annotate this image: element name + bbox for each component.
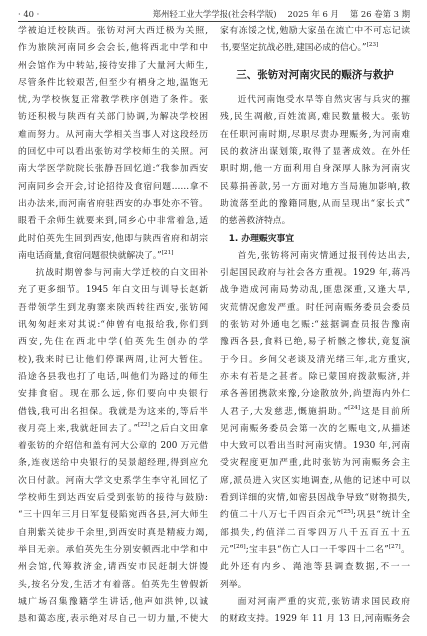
paragraph-group (18, 23, 208, 628)
text-line: 作为旅陕河南同乡会会长,他将西北中学和中 (18, 43, 208, 54)
paragraph (18, 23, 208, 265)
running-header (18, 9, 410, 20)
text-line: 受灾程度更加严重,此时张钫为河南赈务会主 (220, 458, 410, 469)
text-segment: 人君子,大发慈悲,慨施捐助。” (220, 406, 349, 417)
text-line: “三十四年三月日军复侵陷宛西各县,河大师生 (18, 510, 208, 521)
issue-date: 2025 年 6 月 (287, 9, 339, 19)
text-line: 的财政支持。1929 年 11 月 13 日,河南赈务会 (220, 614, 410, 625)
text-line: 承各善团携款来豫,分途散放外,尚望海内外仁 (220, 389, 410, 400)
text-segment: 书,要坚定抗战必胜,建国必成的信心。” (220, 43, 367, 54)
text-line: 学校师生到达西安后受到张钫的接待与鼓励: (18, 493, 208, 504)
text-segment: 这是目前所 (359, 406, 410, 417)
header-rule (18, 21, 410, 22)
citation-ref: [25] (341, 508, 354, 515)
text-line: 忧,为学校恢复正常教学秩序创造了条件。张 (18, 95, 208, 106)
text-line: 西安,先住在西北中学(伯英先生创办的学 (18, 337, 208, 348)
text-line: 部损失,约值洋二百零四万八千五百五十五 (220, 527, 410, 538)
text-line (220, 404, 410, 421)
text-line: 城广场召集豫籍学生讲话,他声如洪钟,以诚 (18, 596, 208, 607)
citation-ref: [23] (366, 41, 379, 48)
text-line: 充了更多细节。1945 年白文田与训导长赵新 (18, 285, 208, 296)
text-line: 恳和蔼态度,表示绝对尽自己一切力量,不使大 (18, 614, 208, 625)
text-line: 豫西各县,食料已绝,易子析骸之惨状,竟复演 (220, 337, 410, 348)
page-number: · 40 · (18, 9, 40, 19)
volume-issue: 第 26 卷第 3 期 (349, 9, 410, 19)
text-line: 吾带领学生到龙驹寨来陕西转往西安,张钫闻 (18, 302, 208, 313)
text-line: 列举。 (220, 579, 247, 590)
text-line: 民的救济出谋划策,取得了显著成效。在外任 (220, 147, 410, 158)
left-column (18, 23, 208, 628)
text-line: 的张钫对外通电乞赈:“兹据调查员报告豫南 (220, 320, 410, 331)
text-line: 沿途各县我也打了电话,叫他们为路过的师生 (18, 371, 208, 382)
text-line: 亦未有若是之甚者。除已蒙国府拨款赈济,并 (220, 371, 410, 382)
text-line: 见河南赈务委员会第一次的乞赈电文,从描述 (220, 423, 410, 434)
text-segment: 夜月亮上来,我就赶回去了。” (18, 423, 138, 434)
text-line: 尽管条件比较艰苦,但至少有栖身之地,温饱无 (18, 77, 208, 88)
text-line: 举目无亲。承伯英先生分别安顿西北中学和中 (18, 544, 208, 555)
text-segment: 元” (220, 544, 234, 555)
text-line: 自荆紫关徒步千余里,到西安时真是精疲力竭, (18, 527, 208, 538)
paragraph-group (220, 23, 410, 58)
paragraph (220, 23, 410, 58)
text-line: 看到详细的灾情,如密县因战争导致“财物损失, (220, 493, 410, 504)
text-line: 战争造成河南局势动乱,匪患深重,又逢大旱, (220, 285, 410, 296)
text-line: 南大学医学院院长张静吾回忆道:“我参加西安 (18, 164, 208, 175)
text-line: 灾荒情况愈发严重。时任河南赈务委员会委员 (220, 302, 410, 313)
paragraph (220, 594, 410, 629)
text-line (18, 248, 208, 265)
text-line: 借钱,我可出名担保。我就是为这来的,等后半 (18, 406, 208, 417)
citation-ref: [22] (137, 422, 150, 429)
section-heading: 三、张钫对河南灾民的赈济与救护 (236, 68, 394, 81)
paragraph (220, 92, 410, 230)
right-column (220, 23, 410, 628)
subsection-heading: 1. 办理赈灾事宜 (228, 233, 295, 244)
text-line: 眼看千余师生就要来到,同乡心中非常着急,适 (18, 216, 208, 227)
text-line: 着张钫的介绍信和盖有河大公章的 200 万元借 (18, 441, 208, 452)
text-line: 此时伯英先生回到西安,他即与陕西省府和胡宗 (18, 233, 208, 244)
text-line: 次日付款。河南大学文史系学生李守礼回忆了 (18, 475, 208, 486)
journal-info (153, 9, 410, 20)
text-line: 条,连夜送给中央银行的吴景超经理,得到应允 (18, 458, 208, 469)
text-segment: 约值二十八万七千四百余元” (220, 510, 342, 521)
text-line (220, 542, 410, 559)
text-line (220, 40, 410, 57)
paragraph (18, 265, 208, 628)
citation-ref: [27] (388, 543, 401, 550)
text-segment: 。 (400, 544, 410, 555)
text-line: 首先,张钫将河南灾情通过报刊传达出去, (237, 250, 410, 261)
text-line: 抗战时期曾参与河南大学迁校的白文田补 (35, 268, 208, 279)
text-line: 职时期,他一方面利用自身深厚人脉为河南灾 (220, 164, 410, 175)
text-line: 于今日。乡间父老谈及清光绪三年,北方重灾, (220, 354, 410, 365)
journal-title: 郑州轻工业大学学报(社会科学版) (152, 9, 277, 19)
text-line: 州会馆,代筹救济金,请西安市民赶制大饼馒 (18, 562, 208, 573)
text-line: 在任职河南时期,尽职尽责办理赈务,为河南难 (220, 129, 410, 140)
text-line: 的回忆中可以看出张钫对学校师生的关照。河 (18, 147, 208, 158)
text-line: 学被迫迁校陕西。张钫对河大西迁极为关照, (18, 26, 208, 36)
text-line: 校),我来时已让他们停课两周,让河大暂住。 (18, 354, 208, 365)
text-segment: ;巩县“统计全 (353, 510, 410, 521)
text-line: 助流落至此的豫籍同胞,从而呈现出“家长式” (220, 198, 410, 209)
text-segment: 南电话商量,食宿问题很快就解决了。” (18, 250, 162, 261)
text-line: 席,派员进入灾区实地调查,从他的记述中可以 (220, 475, 410, 486)
text-line: 残,民生凋敝,百姓流离,难民数量极大。张钫 (220, 112, 410, 123)
text-line: 中大致可以看出当时河南灾情。1930 年,河南 (220, 441, 410, 452)
text-line: 民募捐善款,另一方面对地方当局施加影响,救 (220, 181, 410, 192)
text-line: 难而努力。从河南大学相关当事人对这段经历 (18, 129, 208, 140)
text-line: 的慈善救济特点。 (220, 216, 291, 227)
text-line: 安排食宿。现在那么远,你们要向中央银行 (18, 389, 208, 400)
text-segment: 之后白文田拿 (149, 423, 208, 434)
text-line (220, 507, 410, 524)
text-line: 出办法来,而河南省府驻西安的办事处亦不管。 (18, 198, 208, 209)
text-line: 家有冻馁之忧,勉励大家虽在流亡中不可忘记读 (220, 26, 410, 36)
paragraph-group (220, 248, 410, 629)
citation-ref: [21] (161, 249, 174, 256)
text-line (18, 421, 208, 438)
text-line: 面对河南严重的灾荒,张钫请求国民政府 (237, 596, 410, 607)
text-line: 头,按名分发,生活才有着落。伯英先生曾假新 (18, 579, 208, 590)
text-line: 近代河南饱受水旱等自然灾害与兵灾的摧 (237, 95, 410, 106)
text-line: 引起国民政府与社会各方重视。1929 年,蒋冯 (220, 268, 410, 279)
paragraph-group (220, 92, 410, 230)
citation-ref: [24] (348, 405, 360, 412)
text-line: 讯匆匆赶来对其说:“伸曾有电报给我,你们到 (18, 320, 208, 331)
paragraph (220, 248, 410, 594)
text-line: 河南同乡会开会,讨论招待及食宿问题……拿不 (18, 181, 208, 192)
text-segment: ;宝丰县“伤亡人口一千零四十二名” (245, 544, 389, 555)
citation-ref: [26] (233, 543, 246, 550)
text-line: 钫还积极与陕西有关部门协调,为解决学校困 (18, 112, 208, 123)
text-line: 州会馆作为中转站,接待安排了大量河大师生, (18, 60, 208, 71)
text-line: 此外还有内乡、渑池等县调查数据,不一一 (220, 562, 410, 573)
